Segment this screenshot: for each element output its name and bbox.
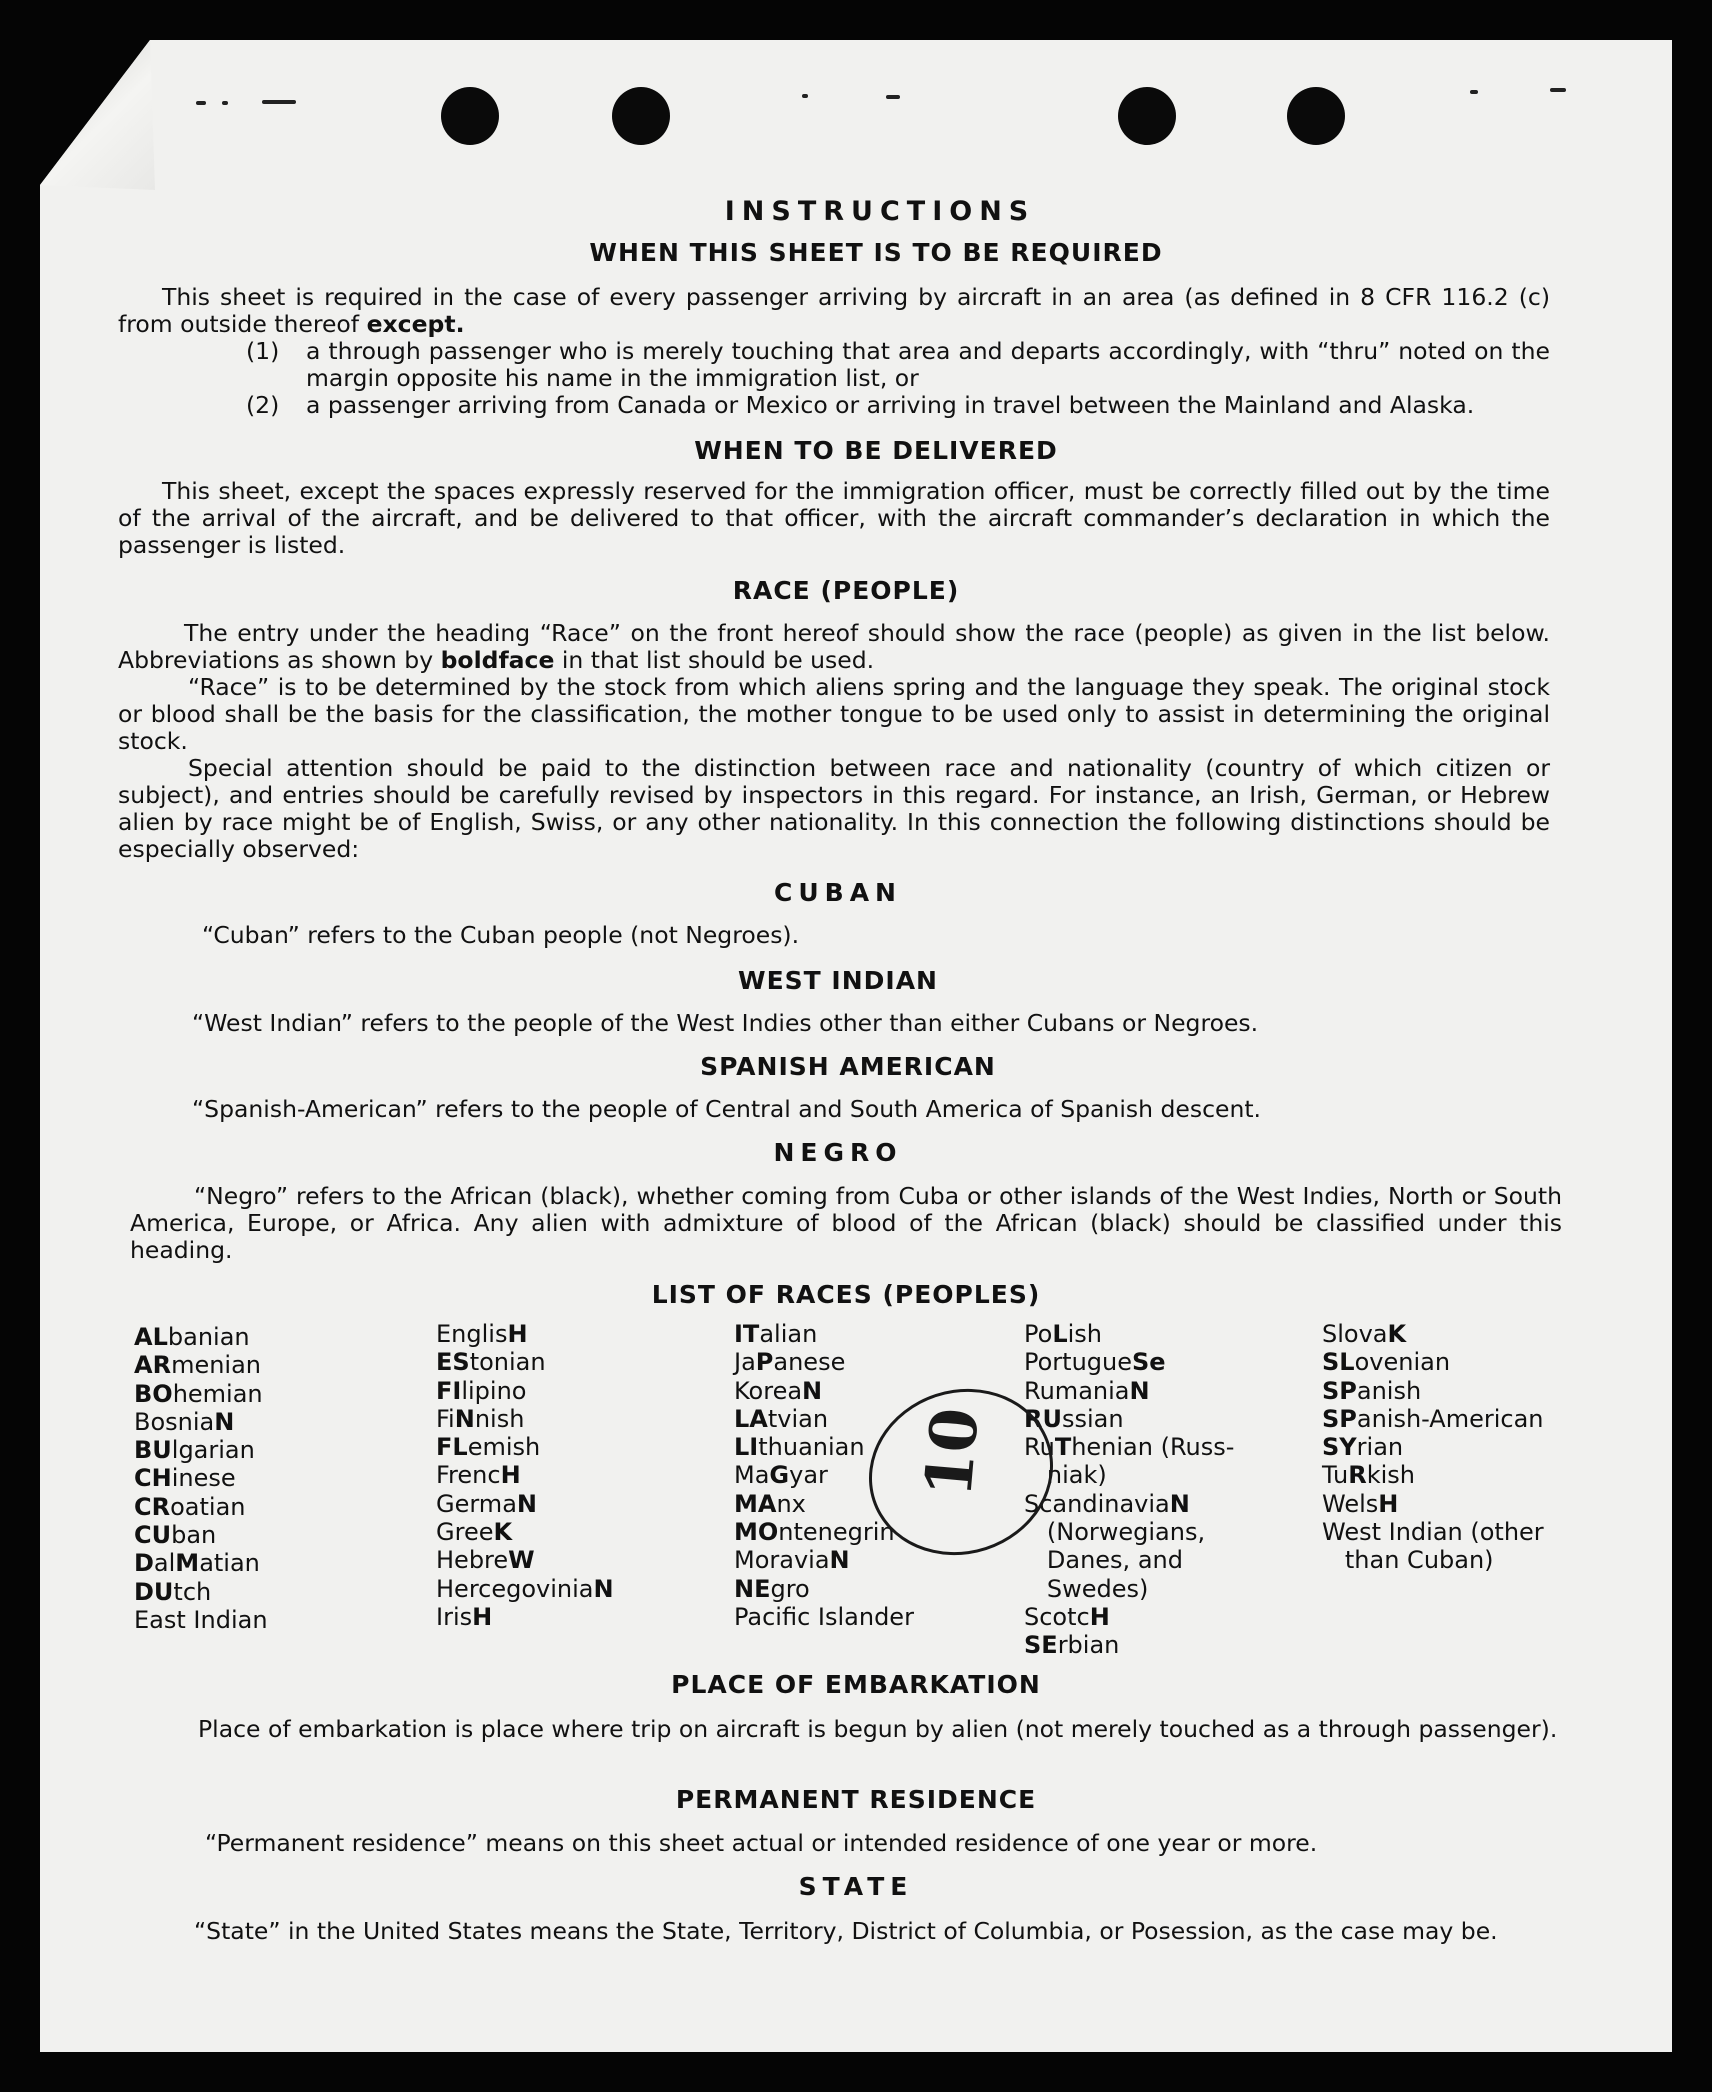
race-text: ish [1067, 1320, 1102, 1348]
race-abbrev: N [1169, 1489, 1190, 1518]
race-text: East Indian [134, 1605, 268, 1634]
race-text: nish [474, 1404, 525, 1433]
race-entry [134, 1493, 268, 1521]
boldface-label: boldface [440, 646, 555, 674]
race-entry [1322, 1461, 1544, 1489]
race-entry [134, 1408, 268, 1436]
race-text: atian [199, 1549, 260, 1578]
race-abbrev: H [507, 1320, 528, 1348]
race-entry [734, 1320, 914, 1348]
race-text: Ru [1024, 1433, 1055, 1462]
race-text: ntenegrin [778, 1518, 895, 1547]
race-abbrev: NE [734, 1574, 771, 1603]
race-abbrev: N [516, 1489, 537, 1518]
race-abbrev: DU [134, 1577, 174, 1606]
race-entry [436, 1490, 614, 1518]
heading-embarkation: PLACE OF EMBARKATION [671, 1670, 1041, 1699]
race-p3-text: Special attention should be paid to the distinction between race and nationality (country of which citizen or subject), and entries should be carefully revised by inspectors in this regard. For instance, an Irish, German, or Hebrew alien by race might be of English, Swiss, or any other nationality. In this connection the following distinctions should be especially observed: [118, 754, 1550, 863]
heading-cuban: CUBAN [774, 878, 902, 907]
race-entry [1024, 1518, 1234, 1546]
race-text: tch [173, 1577, 212, 1606]
race-entry [1024, 1433, 1234, 1461]
race-abbrev: H [1089, 1602, 1110, 1631]
race-text: Pacific Islander [734, 1602, 914, 1631]
race-abbrev: W [508, 1546, 535, 1575]
race-text: Slova [1322, 1320, 1388, 1348]
race-text: West Indian (other [1322, 1518, 1544, 1547]
race-text: Scandinavia [1024, 1489, 1170, 1518]
race-entry [1024, 1546, 1234, 1574]
race-entry [1024, 1490, 1234, 1518]
race-text: anish-American [1356, 1404, 1544, 1433]
race-entry [134, 1436, 268, 1464]
race-text: banian [167, 1323, 250, 1351]
race-text: Moravia [734, 1546, 830, 1575]
item-number: (2) [246, 391, 280, 419]
race-abbrev: N [829, 1546, 850, 1575]
race-entry [1322, 1320, 1544, 1348]
race-paragraph-3 [118, 755, 1550, 863]
heading-negro: NEGRO [773, 1138, 903, 1167]
race-entry [734, 1603, 914, 1631]
race-text: ban [171, 1521, 217, 1550]
race-abbrev: SE [1024, 1631, 1058, 1660]
race-abbrev: MA [734, 1489, 777, 1518]
races-column-2 [436, 1320, 614, 1631]
race-abbrev: AL [134, 1323, 168, 1351]
race-entry [436, 1320, 614, 1348]
race-text: rbian [1057, 1631, 1120, 1660]
race-text: (Norwegians, [1024, 1518, 1206, 1547]
races-column-4 [1024, 1320, 1234, 1660]
negro-body: “Negro” refers to the African (black), whether coming from Cuba or other islands of the West Indies, North or South America, Europe, or Africa. Any alien with admixture of blood of the African (black) should be classified under this heading. [130, 1182, 1562, 1264]
spanish-american-text: “Spanish-American” refers to the people of Central and South America of Spanish descent. [192, 1095, 1262, 1123]
race-entry [134, 1606, 268, 1634]
heading-when-delivered: WHEN TO BE DELIVERED [694, 436, 1058, 465]
race-abbrev: N [593, 1574, 614, 1603]
item-text: a passenger arriving from Canada or Mexico or arriving in travel between the Mainland and Alaska. [306, 391, 1475, 419]
cuban-text: “Cuban” refers to the Cuban people (not Negroes). [202, 921, 800, 949]
race-abbrev: ES [436, 1348, 470, 1377]
race-text: Ma [734, 1461, 770, 1490]
race-paragraph-2 [118, 674, 1550, 755]
race-text: Wels [1322, 1489, 1379, 1518]
race-entry [134, 1464, 268, 1492]
race-entry [436, 1377, 614, 1405]
race-text: menian [171, 1351, 262, 1380]
when-required-intro [118, 284, 1550, 338]
race-entry [436, 1575, 614, 1603]
heading-race: RACE (PEOPLE) [732, 576, 960, 605]
race-abbrev: M [175, 1549, 200, 1578]
race-text: than Cuban) [1322, 1546, 1494, 1575]
state-body: “State” in the United States means the State, Territory, District of Columbia, or Posession, as the case may be. [194, 1917, 1498, 1945]
race-abbrev: N [1129, 1376, 1150, 1405]
residence-text: “Permanent residence” means on this sheet actual or intended residence of one year or more. [205, 1829, 1318, 1857]
race-entry [734, 1546, 914, 1574]
race-text: Iris [436, 1602, 473, 1631]
race-text: gro [770, 1574, 810, 1603]
race-text: henian (Russ- [1071, 1433, 1235, 1462]
race-entry [1024, 1405, 1234, 1433]
race-text: al [153, 1549, 176, 1578]
race-entry [134, 1380, 268, 1408]
heading-spanish-american: SPANISH AMERICAN [700, 1052, 996, 1081]
race-entry [436, 1348, 614, 1376]
race-entry [134, 1521, 268, 1549]
race-text: tvian [767, 1404, 829, 1433]
handwritten-mark: 10 [911, 1404, 994, 1501]
race-text: Germa [436, 1489, 517, 1518]
race-p1-text: The entry under the heading “Race” on the front hereof should show the race (people) as given in the list below. Abbreviations as shown by [118, 619, 1550, 674]
page-title: INSTRUCTIONS [724, 196, 1036, 227]
race-entry [1322, 1433, 1544, 1461]
delivered-text: This sheet, except the spaces expressly reserved for the immigration officer, must be correctly filled out by the time of the arrival of the aircraft, and be delivered to that officer, with the aircraft commander’s declaration in which the passenger is listed. [118, 477, 1550, 559]
race-abbrev: T [1054, 1433, 1072, 1462]
race-text: anish [1356, 1376, 1422, 1405]
state-text [148, 1918, 1576, 1945]
race-entry [436, 1405, 614, 1433]
race-text: ssian [1061, 1404, 1124, 1433]
race-abbrev: CU [134, 1521, 172, 1550]
race-text: Danes, and [1024, 1546, 1183, 1575]
race-abbrev: RU [1024, 1404, 1062, 1433]
race-text: Fi [436, 1404, 455, 1433]
race-text: Hebre [436, 1546, 509, 1575]
race-abbrev: BO [134, 1379, 173, 1408]
item-text: a through passenger who is merely touching that area and departs accordingly, with “thru” noted on the margin opposite his name in the immigration list, or [306, 337, 1550, 392]
race-abbrev: LA [734, 1404, 768, 1433]
race-entry [1322, 1377, 1544, 1405]
race-abbrev: D [134, 1549, 154, 1578]
race-entry [1322, 1405, 1544, 1433]
race-abbrev: AR [134, 1351, 172, 1380]
race-text: Swedes) [1024, 1574, 1149, 1603]
race-entry [436, 1546, 614, 1574]
race-text: Hercegovinia [436, 1574, 594, 1603]
race-abbrev: IT [734, 1320, 760, 1348]
race-text: Ja [734, 1348, 756, 1377]
race-abbrev: SL [1322, 1348, 1355, 1377]
heading-west-indian: WEST INDIAN [738, 966, 938, 995]
race-entry [1024, 1348, 1234, 1376]
race-abbrev: SY [1322, 1433, 1357, 1462]
race-text: kish [1366, 1461, 1415, 1490]
race-abbrev: BU [134, 1436, 172, 1465]
item-number: (1) [246, 337, 280, 365]
races-column-1 [134, 1323, 268, 1634]
race-abbrev: MO [734, 1518, 779, 1547]
heading-state: STATE [798, 1872, 914, 1901]
embarkation-body: Place of embarkation is place where trip on aircraft is begun by alien (not merely touched as a through passenger). [198, 1715, 1558, 1743]
race-entry [1024, 1575, 1234, 1603]
race-abbrev: N [214, 1407, 235, 1436]
race-text: alian [759, 1320, 818, 1348]
race-entry [1322, 1518, 1544, 1546]
race-text: lgarian [171, 1436, 255, 1465]
when-delivered-text [118, 478, 1550, 559]
race-text: tonian [469, 1348, 546, 1377]
heading-list-of-races: LIST OF RACES (PEOPLES) [651, 1280, 1041, 1309]
heading-permanent-residence: PERMANENT RESIDENCE [675, 1785, 1037, 1814]
race-entry [436, 1433, 614, 1461]
race-entry [1024, 1320, 1234, 1348]
race-entry [436, 1461, 614, 1489]
race-abbrev: H [472, 1602, 493, 1631]
race-entry [734, 1575, 914, 1603]
embarkation-text [142, 1716, 1574, 1743]
race-text: Gree [436, 1518, 494, 1547]
race-text: yar [789, 1461, 828, 1490]
race-abbrev: H [1378, 1489, 1399, 1518]
race-text: oatian [170, 1492, 246, 1521]
race-text: emish [467, 1433, 541, 1462]
race-text: Bosnia [134, 1407, 215, 1436]
race-text: Tu [1322, 1461, 1349, 1490]
race-abbrev: N [802, 1376, 823, 1405]
except-label: except. [366, 310, 465, 338]
race-text: Po [1024, 1320, 1053, 1348]
race-entry [1322, 1348, 1544, 1376]
race-entry [1024, 1461, 1234, 1489]
west-indian-text: “West Indian” refers to the people of the West Indies other than either Cubans or Negroes. [192, 1009, 1259, 1037]
race-abbrev: K [1387, 1320, 1407, 1348]
intro-text: This sheet is required in the case of every passenger arriving by aircraft in an area (as defined in 8 CFR 116.2 (c) from outside thereof [118, 283, 1550, 338]
race-text: inese [171, 1464, 236, 1493]
race-entry [1024, 1631, 1234, 1659]
race-text: lipino [461, 1376, 527, 1405]
race-abbrev: H [500, 1461, 521, 1490]
heading-when-required: WHEN THIS SHEET IS TO BE REQUIRED [589, 238, 1163, 267]
race-text: nx [776, 1489, 806, 1518]
race-abbrev: L [1052, 1320, 1068, 1348]
race-p2-text: “Race” is to be determined by the stock from which aliens spring and the language they speak. The original stock or blood shall be the basis for the classification, the mother tongue to be used only to assist in determining the original stock. [118, 673, 1550, 755]
race-abbrev: FI [436, 1376, 462, 1405]
race-text: niak) [1024, 1461, 1107, 1490]
race-abbrev: N [454, 1404, 475, 1433]
race-entry [734, 1348, 914, 1376]
race-abbrev: K [493, 1518, 513, 1547]
race-entry [436, 1603, 614, 1631]
race-entry [1322, 1546, 1544, 1574]
exception-item-1 [246, 338, 1550, 392]
race-entry [134, 1578, 268, 1606]
race-abbrev: SP [1322, 1404, 1357, 1433]
race-text: ovenian [1354, 1348, 1451, 1377]
race-text: rian [1356, 1433, 1404, 1462]
race-text: Scotc [1024, 1602, 1090, 1631]
race-entry [1024, 1377, 1234, 1405]
race-text: anese [773, 1348, 846, 1377]
race-text: Englis [436, 1320, 508, 1348]
race-paragraph-1 [118, 620, 1550, 674]
race-text: Portugue [1024, 1348, 1132, 1377]
race-text: Frenc [436, 1461, 501, 1490]
race-text: hemian [172, 1379, 263, 1408]
races-column-5 [1322, 1320, 1544, 1575]
race-text: Korea [734, 1376, 803, 1405]
race-abbrev: LI [734, 1433, 759, 1462]
race-entry [1024, 1603, 1234, 1631]
race-abbrev: SP [1322, 1376, 1357, 1405]
race-entry [134, 1351, 268, 1379]
race-abbrev: CH [134, 1464, 172, 1493]
race-entry [134, 1323, 268, 1351]
race-abbrev: FL [436, 1433, 468, 1462]
race-entry [134, 1549, 268, 1577]
race-abbrev: CR [134, 1492, 171, 1521]
race-entry [734, 1377, 914, 1405]
race-abbrev: R [1348, 1461, 1367, 1490]
race-abbrev: G [769, 1461, 790, 1490]
race-p1-text-end: in that list should be used. [561, 646, 875, 674]
race-entry [1322, 1490, 1544, 1518]
race-text: thuanian [758, 1433, 865, 1462]
race-abbrev: Se [1132, 1348, 1166, 1377]
race-entry [436, 1518, 614, 1546]
race-text: Rumania [1024, 1376, 1130, 1405]
exception-item-2 [246, 392, 1556, 419]
race-abbrev: P [755, 1348, 774, 1377]
negro-text [130, 1183, 1562, 1264]
